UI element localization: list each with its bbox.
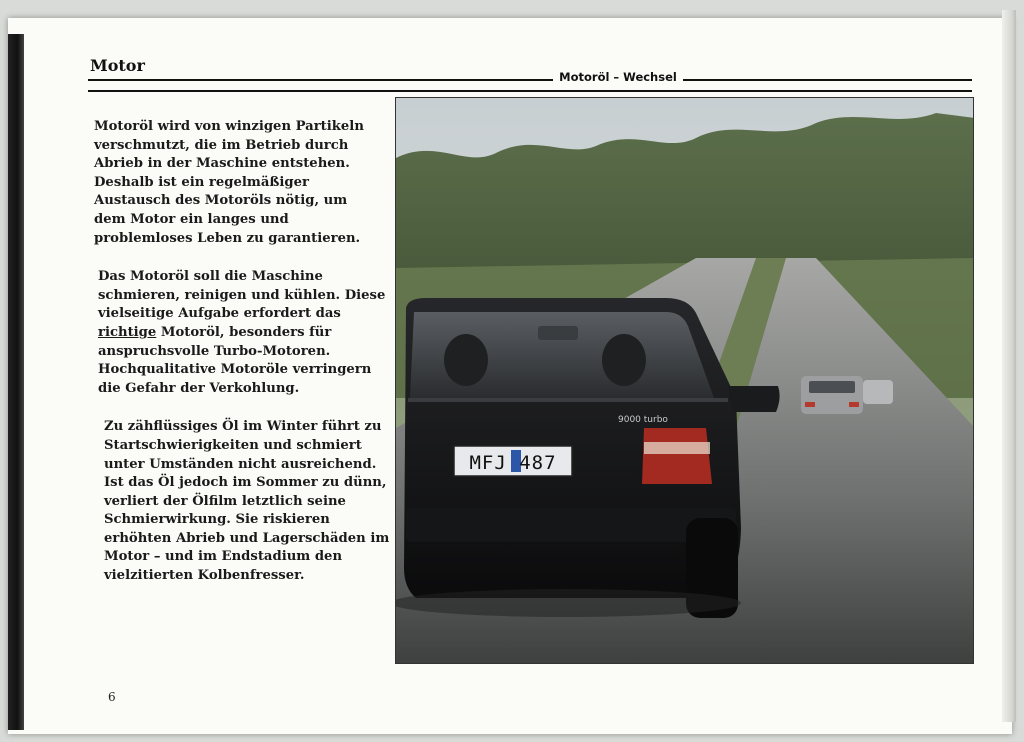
tail-light: [642, 428, 712, 484]
car-photo-illustration: [396, 98, 974, 664]
paragraph-1: Motoröl wird von winzigen Partikeln verschmutzt, die im Betrieb durch Abrieb in der Maschine entstehen. Deshalb ist ein regelmäßiger Austausch des Motoröls nötig, um dem Motor ein langes und problemloses Leben zu garantieren.: [94, 119, 364, 246]
car-shadow: [396, 589, 741, 617]
subheading-wrapper: [88, 70, 972, 84]
license-plate-text: MFJ 487: [469, 452, 557, 474]
trunk-edge: [408, 398, 728, 402]
headrest-right: [602, 334, 646, 386]
underlined-word: richtige: [98, 324, 157, 340]
section-title: Motor: [90, 56, 145, 75]
distant-car-1-light-left: [805, 402, 815, 407]
paragraph-3: Zu zähflüssiges Öl im Winter führt zu Startschwierigkeiten und schmiert unter Umständen nicht ausreichend. Ist das Öl jedoch im Sommer zu dünn, verliert der Ölfilm letztlich seine Schmierwirkung. Sie riskieren erhöhten Abrieb und Lagerschäden im Motor – und im Endstadium den vielzitierten Kolbenfresser.: [104, 419, 390, 584]
side-mirror: [728, 386, 780, 412]
paragraph-2-end: Motoröl, besonders für anspruchsvolle Turbo-Motoren. Hochqualitative Motoröle verringern die Gefahr der Verkohlung.: [98, 324, 372, 396]
distant-car-1-window: [809, 381, 855, 393]
page-edge: [1002, 10, 1016, 722]
mirror: [538, 326, 578, 340]
car-badge: 9000 turbo: [618, 415, 668, 425]
paragraph-2-start: Das Motoröl soll die Maschine schmieren, reinigen und kühlen. Diese vielseitige Aufgabe erfordert das: [98, 269, 386, 322]
page-number: 6: [108, 690, 116, 704]
distant-car-1-light-right: [849, 402, 859, 407]
headrest-left: [444, 334, 488, 386]
header-rule-bottom: [88, 90, 972, 92]
body-text: [94, 118, 394, 606]
paragraph-2: [98, 268, 388, 398]
car-photo: [395, 97, 974, 664]
subheading: Motoröl – Wechsel: [553, 70, 683, 84]
tail-light-reflector: [644, 442, 710, 454]
binding-strip: [8, 34, 24, 730]
distant-car-2: [863, 380, 893, 404]
